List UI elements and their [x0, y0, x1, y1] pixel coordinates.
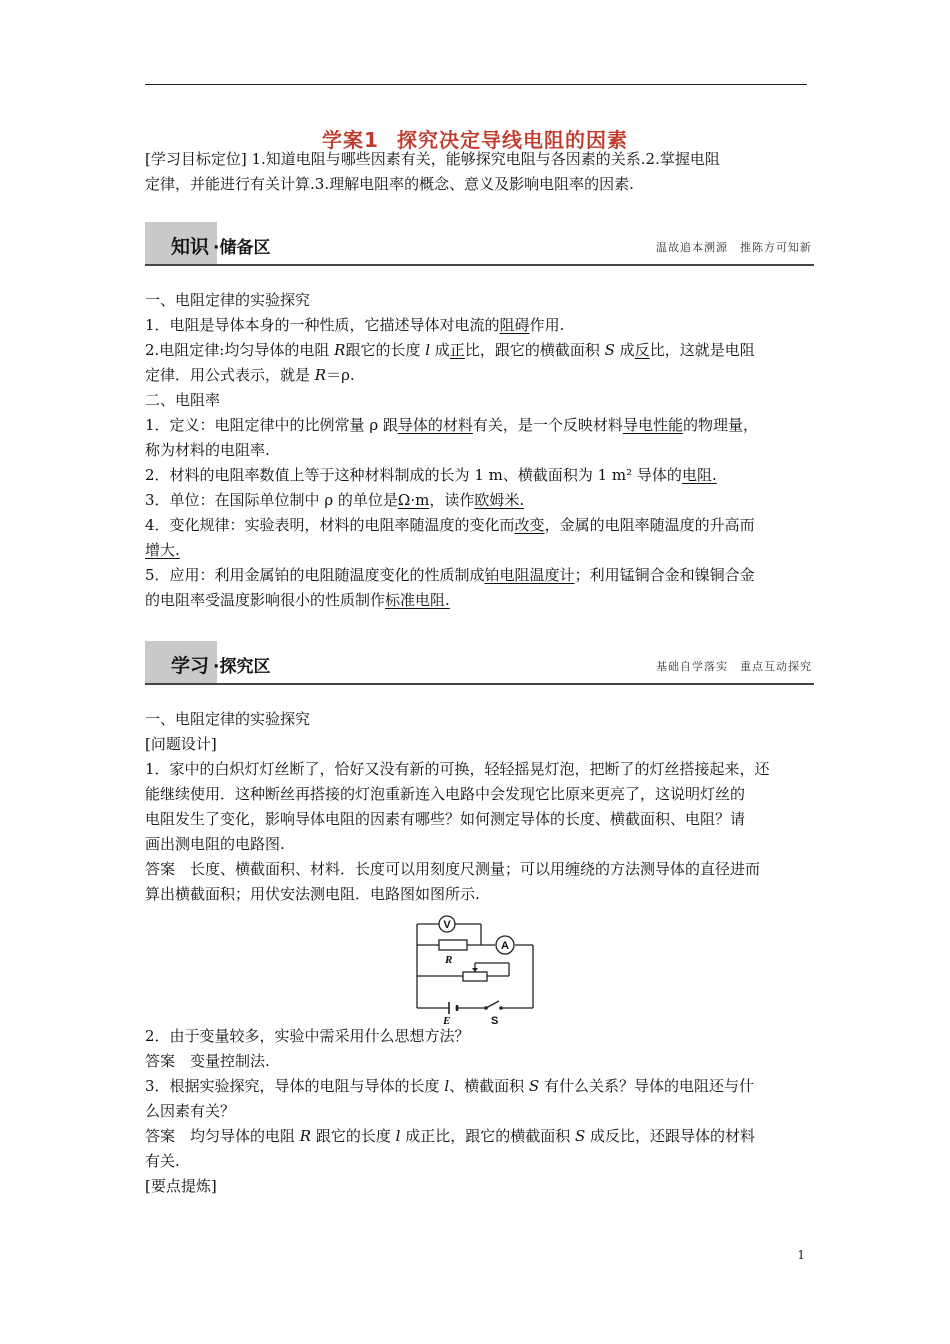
title-text: 探究决定导线电阻的因素 [396, 128, 628, 152]
heading: 二、电阻率 [145, 391, 221, 409]
heading: 一、电阻定律的实验探究 [145, 291, 311, 309]
top-rule [145, 84, 807, 85]
heading: 一、电阻定律的实验探究 [145, 710, 311, 728]
ammeter-label: A [501, 940, 509, 952]
paragraph: 3．根据实验探究，导体的电阻与导体的长度 l、横截面积 S 有什么关系？导体的电阻还与什 [145, 1077, 754, 1095]
section-rule [145, 683, 814, 685]
battery-label: E [443, 1015, 451, 1024]
section-header-study: 学习 ·探究区 基础自学落实 重点互动探究 [145, 641, 814, 685]
subheading: [要点提炼] [145, 1177, 217, 1195]
section-motto: 基础自学落实 重点互动探究 [656, 660, 812, 673]
section-rule [145, 264, 814, 266]
paragraph: 的电阻率受温度影响很小的性质制作标准电阻. [145, 591, 450, 609]
page-number: 1 [797, 1248, 805, 1262]
answer: 答案 变量控制法. [145, 1052, 270, 1070]
study-body-top: 一、电阻定律的实验探究 [问题设计] 1．家中的白炽灯灯丝断了，恰好又没有新的可换，轻轻摇晃灯泡，把断了的灯丝搭接起来，还 能继续使用．这种断丝再搭接的灯泡重新连入电路中会发现它比原来更亮了，这说明灯丝的 电阻发生了变化，影响导体电阻的因素有哪些？如何测定导体的长度、横截面积、电阻？请 画出测电阻的电路图. 答案 长度、横截面积、材料．长度可以用刻度尺测量；可以用缠绕的方法测导体的直径进而 算出横截面积；用伏安法测电阻．电路图如图所示. [145, 707, 809, 907]
answer: 答案 均匀导体的电阻 R 跟它的长度 l 成正比，跟它的横截面积 S 成反比，还跟导体的材料 [145, 1127, 756, 1145]
paragraph: 2.电阻定律:均匀导体的电阻 R跟它的长度 l 成正比，跟它的横截面积 S 成反比，这就是电阻 [145, 341, 755, 359]
circuit-final [405, 912, 545, 1024]
title-number: 学案1 [322, 128, 379, 152]
paragraph: 3．单位：在国际单位制中 ρ 的单位是Ω·m，读作欧姆米. [145, 491, 525, 509]
answer: 答案 长度、横截面积、材料．长度可以用刻度尺测量；可以用缠绕的方法测导体的直径进而 [145, 860, 761, 878]
resistor-label: R [445, 954, 453, 966]
voltmeter-label: V [443, 919, 451, 931]
paragraph: 5．应用：利用金属铂的电阻随温度变化的性质制成铂电阻温度计；利用锰铜合金和镍铜合金 [145, 566, 755, 584]
paragraph: 增大. [145, 541, 180, 559]
learning-objectives: [学习目标定位] 1.知道电阻与哪些因素有关，能够探究电阻与各因素的关系.2.掌握电阻 定律，并能进行有关计算.3.理解电阻率的概念、意义及影响电阻率的因素. [145, 150, 720, 193]
paragraph: 1．定义：电阻定律中的比例常量 ρ 跟导体的材料有关，是一个反映材料导电性能的物理量， [145, 416, 758, 434]
section-header-knowledge: 知识 ·储备区 温故追本溯源 推陈方可知新 [145, 222, 814, 266]
section-motto: 温故追本溯源 推陈方可知新 [656, 241, 812, 254]
knowledge-body: 一、电阻定律的实验探究 1．电阻是导体本身的一种性质，它描述导体对电流的阻碍作用. 2.电阻定律:均匀导体的电阻 R跟它的长度 l 成正比，跟它的横截面积 S 成反比，这就是电阻 定律．用公式表示，就是 R＝ρ. 二、电阻率 1．定义：电阻定律中的比例常量 ρ 跟导体的材料有关，是一个反映材料导电性能的物理量， 称为材料的电阻率. 2．材料的电阻率数值上等于这种材料制成的长为 1 m、横截面积为 1 m² 导体的电阻. 3．单位：在国际单位制中 ρ 的单位是Ω·m，读作欧姆米. 4．变化规律：实验表明，材料的电阻率随温度的变化而改变，金属的电阻率随温度的升高而 增大. 5．应用：利用金属铂的电阻随温度变化的性质制成铂电阻温度计；利用锰铜合金和镍铜合金 的电阻率受温度影响很小的性质制作标准电阻. [145, 288, 809, 613]
rheostat-icon [463, 972, 487, 981]
study-body-bottom: 2．由于变量较多，实验中需采用什么思想方法？ 答案 变量控制法. 3．根据实验探究，导体的电阻与导体的长度 l、横截面积 S 有什么关系？导体的电阻还与什 么因素有关？ 答案 均匀导体的电阻 R 跟它的长度 l 成正比，跟它的横截面积 S 成反比，还跟导体的材料 有关. [要点提炼] [145, 1024, 809, 1199]
paragraph: 定律．用公式表示，就是 R＝ρ. [145, 366, 355, 384]
resistor-icon [439, 940, 467, 950]
paragraph: 1．电阻是导体本身的一种性质，它描述导体对电流的阻碍作用. [145, 316, 565, 334]
paragraph: 4．变化规律：实验表明，材料的电阻率随温度的变化而改变，金属的电阻率随温度的升高而 [145, 516, 755, 534]
paragraph: 2．材料的电阻率数值上等于这种材料制成的长为 1 m、横截面积为 1 m² 导体的电阻. [145, 466, 717, 484]
switch-label: S [491, 1015, 499, 1024]
subheading: [问题设计] [145, 735, 217, 753]
